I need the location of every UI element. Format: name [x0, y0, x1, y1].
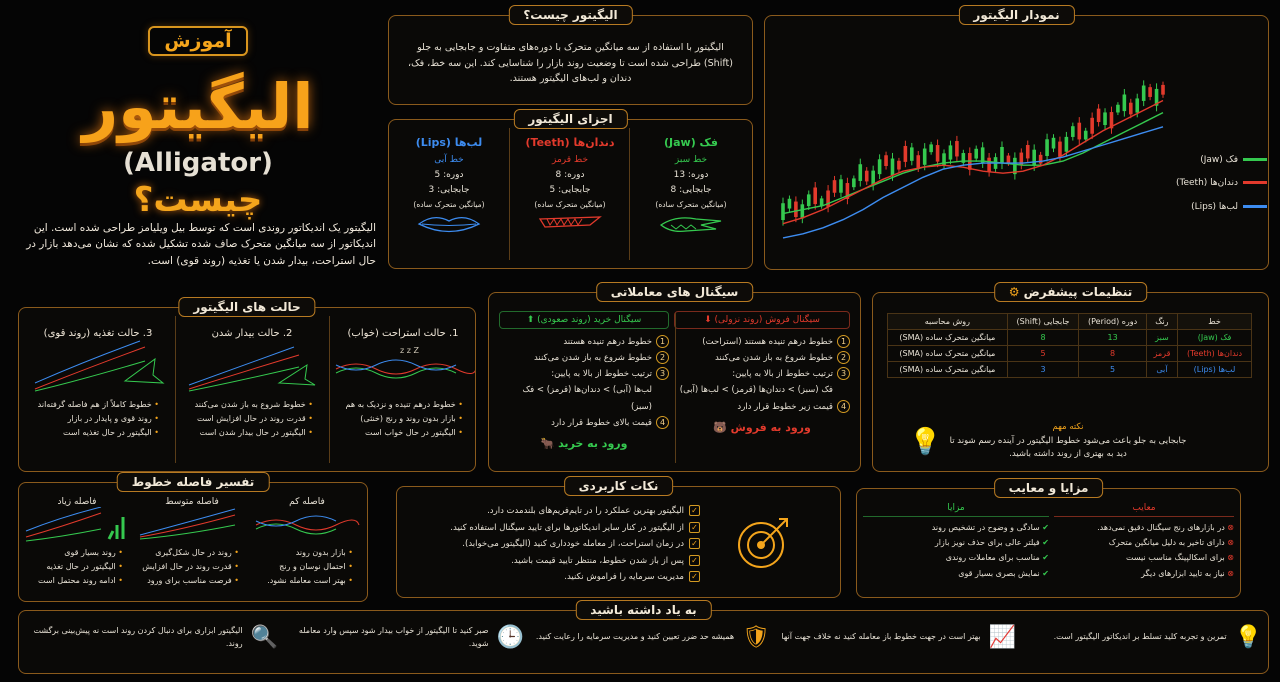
remember-text: الیگیتور ابزاری برای دنبال کردن روند است نه پیش‌بینی برگشت روند.	[33, 626, 243, 648]
buy-step-text: ترتیب خطوط از بالا به پایین:	[551, 369, 652, 380]
sell-action	[674, 421, 850, 434]
settings-row-teeth	[888, 346, 1252, 362]
con-item	[1054, 566, 1234, 581]
settings-cell: 5	[1079, 362, 1146, 378]
legend-teeth	[1157, 172, 1267, 195]
buy-step: 3ترتیب خطوط از بالا به پایین:	[499, 366, 669, 382]
buy-step-text: قیمت بالای خطوط قرار دارد	[551, 417, 652, 428]
distance-low	[251, 497, 363, 588]
part-teeth	[510, 120, 630, 268]
candle-body	[1071, 126, 1075, 137]
settings-cell: میانگین متحرک ساده (SMA)	[888, 346, 1008, 362]
candle-body	[1129, 103, 1133, 115]
candle-body	[1090, 118, 1094, 134]
candle-body	[852, 178, 856, 187]
con-text: برای اسکالپینگ مناسب نیست	[1126, 553, 1225, 563]
state-waking	[179, 328, 325, 440]
distance-low-bullet: • بازار بدون روند	[251, 546, 353, 560]
settings-header: رنگ	[1146, 314, 1177, 330]
candle-body	[1045, 139, 1049, 156]
bull-icon: 🐂	[540, 436, 555, 450]
candle-body	[788, 199, 792, 209]
settings-cell: سبز	[1146, 330, 1177, 346]
state-waking-bullet: • خطوط شروع به باز شدن می‌کنند	[179, 398, 313, 412]
settings-cell: 8	[1007, 330, 1079, 346]
close-icon: ⊗	[1227, 553, 1234, 563]
settings-cell: لب‌ها (Lips)	[1178, 362, 1252, 378]
distance-medium-graphic	[135, 507, 249, 543]
tips-panel	[396, 479, 841, 598]
legend-jaw	[1157, 149, 1267, 172]
buy-step-text: لب‌ها (آبی) > دندان‌ها (قرمز) > فک (سبز)	[522, 385, 652, 412]
chart-title: نمودار الیگیتور	[958, 5, 1074, 25]
state-feeding-bullet: • خطوط کاملاً از هم فاصله گرفته‌اند	[25, 398, 159, 412]
tips-title: نکات کاربردی	[564, 476, 674, 496]
settings-cell: 8	[1079, 346, 1146, 362]
tip-text: مدیریت سرمایه را فراموش نکنید.	[564, 572, 684, 583]
candle-body	[1039, 155, 1043, 164]
proscons-panel	[856, 481, 1241, 598]
settings-note	[943, 421, 1193, 462]
part-teeth-type: (میانگین متحرک ساده)	[534, 199, 606, 209]
sell-action-label: ورود به فروش	[730, 420, 811, 434]
con-item	[1054, 535, 1234, 550]
part-jaw-type: (میانگین متحرک ساده)	[655, 199, 727, 209]
buy-action-label: ورود به خرید	[558, 436, 628, 450]
settings-note-body: جابجایی به جلو باعث می‌شود خطوط الیگیتور در آینده رسم شوند تا دید به بهتری از روند داشته باشید.	[949, 435, 1187, 460]
tip-item: ✓الیگیتور بهترین عملکرد را در تایم‌فریم‌های بلندمدت دارد.	[450, 503, 700, 520]
legend-lips-label: لب‌ها (Lips)	[1191, 201, 1238, 212]
remember-text: همیشه حد ضرر تعیین کنید و مدیریت سرمایه را رعایت کنید.	[535, 632, 735, 642]
part-lips-color: خط آبی	[434, 154, 464, 165]
remember-text: بهتر است در جهت خطوط باز معامله کنید نه خلاف جهت آنها	[781, 632, 981, 642]
check-icon: ✔	[1042, 538, 1049, 548]
pro-item	[863, 535, 1049, 550]
sell-signal-title: سیگنال فروش (روند نزولی)	[714, 315, 820, 325]
tip-item: ✓در زمان استراحت، از معامله خودداری کنید (الیگیتور می‌خوابد).	[450, 536, 700, 553]
distance-title: تفسیر فاصله خطوط	[117, 472, 270, 492]
state-sleeping-title: 1. حالت استراحت (خواب)	[347, 328, 459, 339]
gear-icon: ⚙	[1008, 285, 1020, 299]
state-sleeping	[331, 328, 475, 440]
hero-question: چیست؟	[133, 180, 263, 220]
tip-text: الیگیتور بهترین عملکرد را در تایم‌فریم‌های بلندمدت دارد.	[487, 506, 684, 516]
candle-body	[929, 144, 933, 152]
part-jaw-name: فک (Jaw)	[663, 136, 719, 149]
pro-item	[863, 520, 1049, 535]
pros-title: مزایا	[863, 503, 1049, 517]
legend-lips	[1157, 196, 1267, 219]
sell-signal-header	[674, 311, 850, 329]
candle-body	[1026, 145, 1030, 158]
candle-body	[1123, 95, 1127, 112]
pro-item	[863, 550, 1049, 565]
settings-header-row	[888, 314, 1252, 330]
arrow-down-icon: ⬇	[704, 315, 712, 325]
part-teeth-shift: جابجایی: 5	[549, 185, 591, 196]
candle-body	[936, 145, 940, 162]
buy-action	[499, 437, 669, 450]
sell-step: 3ترتیب خطوط از بالا به پایین:	[674, 366, 850, 382]
remember-item	[530, 625, 770, 650]
state-feeding-title: 3. حالت تغذیه (روند قوی)	[43, 328, 153, 339]
settings-table	[887, 313, 1252, 378]
states-title: حالت های الیگیتور	[178, 297, 315, 317]
distance-medium-bullet: • روند در حال شکل‌گیری	[135, 546, 239, 560]
distance-medium-bullet: • قدرت روند در حال افزایش	[135, 560, 239, 574]
settings-header: روش محاسبه	[888, 314, 1008, 330]
distance-low-bullet: • بهتر است معامله نشود.	[251, 574, 353, 588]
candle-body	[949, 145, 953, 159]
part-lips	[388, 120, 510, 268]
lips-icon	[414, 211, 484, 237]
part-jaw	[630, 120, 752, 268]
svg-text:z z Z: z z Z	[400, 346, 419, 355]
settings-cell: 3	[1007, 362, 1079, 378]
legend-jaw-label: فک (Jaw)	[1200, 155, 1238, 165]
candle-body	[987, 158, 991, 172]
settings-note-title: نکته مهم	[1052, 422, 1084, 432]
candle-body	[813, 188, 817, 205]
sell-step-text: خطوط درهم تنیده هستند (استراحت)	[702, 337, 833, 347]
remember-text: تمرین و تجربه کلید تسلط بر اندیکاتور الیگیتور است.	[1053, 632, 1227, 642]
state-waking-graphic	[179, 339, 325, 395]
sell-signal	[674, 311, 850, 434]
close-icon: ⊗	[1227, 523, 1234, 532]
part-jaw-color: خط سبز	[674, 154, 708, 165]
distance-high-title: فاصله زیاد	[57, 497, 97, 507]
con-text: دارای تاخیر به دلیل میانگین متحرک	[1108, 538, 1225, 548]
settings-cell: میانگین متحرک ساده (SMA)	[888, 362, 1008, 378]
remember-item	[776, 625, 1016, 650]
proscons-title: مزایا و معایب	[994, 478, 1104, 498]
candle-body	[858, 164, 862, 181]
distance-high-bullet: • الیگیتور در حال تغذیه	[21, 560, 123, 574]
candle-body	[839, 179, 843, 192]
candle-body	[1097, 109, 1101, 122]
part-teeth-name: دندان‌ها (Teeth)	[525, 136, 615, 149]
remember-text: صبر کنید تا الیگیتور از خواب بیدار شود سپس وارد معامله شوید.	[298, 626, 489, 648]
hero-latin: (Alligator)	[123, 148, 273, 178]
settings-cell: آبی	[1146, 362, 1177, 378]
candle-body	[897, 161, 901, 170]
sell-step-text: ترتیب خطوط از بالا به پایین:	[732, 369, 833, 380]
settings-row-jaw	[888, 330, 1252, 346]
settings-cell: 5	[1007, 346, 1079, 362]
buy-step: 2خطوط شروع به باز شدن می‌کنند	[499, 350, 669, 366]
hero-description: الیگیتور یک اندیکاتور روندی است که توسط بیل ویلیامز طراحی شده است. این اندیکاتور از سه میانگین متحرک صاف شده تشکیل شده که نشان می‌دهد بازار در حال استراحت، بیدار شدن یا تغذیه (روند قوی) است.	[26, 222, 376, 267]
settings-cell: 13	[1079, 330, 1146, 346]
state-waking-title: 2. حالت بیدار شدن	[211, 328, 293, 339]
close-icon: ⊗	[1227, 538, 1234, 548]
candle-body	[1084, 131, 1088, 140]
parts-panel	[388, 112, 753, 269]
learn-badge	[148, 26, 248, 56]
candle-body	[878, 159, 882, 174]
learn-label: آموزش	[164, 30, 232, 52]
cons-column	[1054, 503, 1234, 581]
settings-cell: قرمز	[1146, 346, 1177, 362]
pro-text: نمایش بصری بسیار قوی	[958, 568, 1040, 578]
settings-row-lips	[888, 362, 1252, 378]
part-teeth-color: خط قرمز	[551, 154, 589, 165]
candle-body	[891, 159, 895, 176]
part-teeth-period: دوره: 8	[555, 169, 585, 180]
candle-body	[1000, 147, 1004, 164]
state-feeding-bullet: • روند قوی و پایدار در بازار	[25, 412, 159, 426]
candle-body	[1052, 138, 1056, 149]
con-text: در بازارهای رنج سیگنال دقیق نمی‌دهد.	[1097, 523, 1225, 532]
close-icon: ⊗	[1227, 568, 1234, 578]
distance-medium-bullet: • فرصت مناسب برای ورود	[135, 574, 239, 588]
candle-body	[1103, 112, 1107, 125]
con-text: نیاز به تایید ابزارهای دیگر	[1141, 568, 1225, 578]
remember-item	[28, 625, 278, 651]
candle-body	[1161, 85, 1165, 95]
pro-item	[863, 566, 1049, 581]
what-is-panel	[388, 8, 753, 105]
check-icon: ✔	[1042, 568, 1049, 578]
pro-text: فیلتر عالی برای حذف نویز بازار	[934, 538, 1040, 548]
tip-item: ✓پس از باز شدن خطوط، منتظر تایید قیمت باشید.	[450, 553, 700, 570]
candle-body	[1135, 98, 1139, 112]
pro-text: سادگی و وضوح در تشخیص روند	[931, 523, 1040, 532]
buy-signal-title: سیگنال خرید (روند صعودی)	[537, 315, 642, 325]
distance-medium	[135, 497, 249, 588]
distance-high-graphic	[21, 507, 133, 543]
candle-body	[1032, 150, 1036, 166]
con-item	[1054, 550, 1234, 565]
candle-body	[904, 146, 908, 162]
candle-body	[910, 147, 914, 160]
alligator-chart	[773, 38, 1173, 260]
chart-legend	[1157, 149, 1267, 219]
sell-step: 2خطوط شروع به باز شدن می‌کنند	[674, 350, 850, 366]
state-feeding-graphic	[25, 339, 171, 395]
buy-signal-header	[499, 311, 669, 329]
remember-panel	[18, 603, 1269, 674]
buy-step: 4قیمت بالای خطوط قرار دارد	[499, 415, 669, 431]
magnifier-icon: 🔍	[250, 625, 278, 651]
settings-cell: دندان‌ها (Teeth)	[1178, 346, 1252, 362]
buy-step-text: خطوط شروع به باز شدن می‌کنند	[533, 353, 652, 364]
signals-panel	[488, 285, 861, 472]
sell-step-text: فک (سبز) > دندان‌ها (قرمز) > لب‌ها (آبی)	[679, 385, 833, 396]
candle-body	[1077, 123, 1081, 140]
buy-step-text: خطوط درهم تنیده هستند	[563, 337, 652, 347]
candle-body	[1065, 137, 1069, 152]
hero-title: الیگیتور	[82, 70, 314, 143]
con-item	[1054, 520, 1234, 535]
candle-body	[1148, 87, 1152, 97]
state-sleeping-graphic	[331, 339, 475, 395]
cons-title: معایب	[1054, 503, 1234, 517]
state-sleeping-bullet: • بازار بدون روند و رنج (خنثی)	[331, 412, 463, 426]
state-waking-bullet: • الیگیتور در حال بیدار شدن است	[179, 426, 313, 440]
part-lips-period: دوره: 5	[434, 169, 464, 180]
distance-low-graphic	[251, 507, 363, 543]
clock-icon: 🕒	[496, 625, 524, 651]
lightbulb-icon: 💡	[1234, 625, 1262, 650]
part-lips-shift: جابجایی: 3	[428, 185, 470, 196]
part-lips-type: (میانگین متحرک ساده)	[413, 199, 485, 209]
tip-item: ✓مدیریت سرمایه را فراموش نکنید.	[450, 569, 700, 586]
settings-header: دوره (Period)	[1079, 314, 1146, 330]
buy-signal	[499, 311, 669, 450]
tips-list	[450, 503, 700, 586]
remember-title: به یاد داشته باشید	[575, 600, 711, 620]
chart-panel	[764, 8, 1269, 270]
settings-header: خط	[1178, 314, 1252, 330]
tip-item: ✓از الیگیتور در کنار سایر اندیکاتورها برای تایید سیگنال استفاده کنید.	[450, 520, 700, 537]
distance-low-bullet: • احتمال نوسان و رنج	[251, 560, 353, 574]
candle-body	[781, 203, 785, 220]
distance-panel	[18, 475, 368, 602]
remember-item	[284, 625, 524, 651]
candle-body	[801, 204, 805, 218]
candle-body	[923, 149, 927, 165]
lightbulb-icon: 💡	[909, 427, 942, 457]
settings-cell: فک (Jaw)	[1178, 330, 1252, 346]
candle-body	[1007, 156, 1011, 164]
settings-cell: میانگین متحرک ساده (SMA)	[888, 330, 1008, 346]
state-feeding-bullet: • الیگیتور در حال تغذیه است	[25, 426, 159, 440]
candle-body	[955, 141, 959, 156]
settings-title-label: تنظیمات پیشفرض	[1023, 285, 1133, 299]
settings-header: جابجایی (Shift)	[1007, 314, 1079, 330]
parts-title: اجزای الیگیتور	[513, 109, 627, 129]
states-panel	[18, 300, 476, 472]
part-jaw-period: دوره: 13	[673, 169, 709, 180]
candle-body	[884, 155, 888, 166]
shield-icon: 🛡	[742, 625, 770, 650]
buy-step: 1خطوط درهم تنیده هستند	[499, 334, 669, 350]
jaw-icon	[656, 211, 726, 237]
candle-body	[865, 171, 869, 182]
sell-step: 1خطوط درهم تنیده هستند (استراحت)	[674, 334, 850, 350]
pro-text: مناسب برای معاملات روندی	[945, 553, 1040, 563]
candle-body	[916, 155, 920, 168]
candle-body	[1116, 105, 1120, 113]
candle-body	[1142, 86, 1146, 101]
candle-body	[794, 202, 798, 217]
remember-item	[1022, 625, 1262, 650]
tip-text: پس از باز شدن خطوط، منتظر تایید قیمت باشید.	[511, 555, 684, 566]
hero	[18, 14, 378, 294]
sell-step-text: خطوط شروع به باز شدن می‌کنند	[714, 353, 833, 364]
teeth-icon	[535, 211, 605, 237]
signals-title: سیگنال های معاملاتی	[596, 282, 754, 302]
settings-panel	[872, 285, 1269, 472]
sell-step: 4قیمت زیر خطوط قرار دارد	[674, 399, 850, 415]
sell-step-text: قیمت زیر خطوط قرار دارد	[737, 401, 833, 412]
tip-text: در زمان استراحت، از معامله خودداری کنید (الیگیتور می‌خوابد).	[462, 539, 684, 550]
state-sleeping-bullet: • الیگیتور در حال خواب است	[331, 426, 463, 440]
legend-teeth-label: دندان‌ها (Teeth)	[1175, 178, 1238, 189]
pros-column	[863, 503, 1049, 581]
arrow-up-icon: ⬆	[526, 315, 535, 325]
tip-text: از الیگیتور در کنار سایر اندیکاتورها برای تایید سیگنال استفاده کنید.	[450, 522, 684, 533]
distance-high-bullet: • ادامه روند محتمل است	[21, 574, 123, 588]
candle-body	[833, 180, 837, 193]
candle-body	[1058, 142, 1062, 157]
bear-icon: 🐻	[713, 420, 727, 434]
distance-low-title: فاصله کم	[289, 497, 325, 507]
growth-chart-icon: 📈	[988, 625, 1016, 650]
state-feeding	[25, 328, 171, 440]
target-icon	[733, 513, 793, 573]
check-icon: ✔	[1042, 553, 1049, 563]
distance-high-bullet: • روند بسیار قوی	[21, 546, 123, 560]
what-is-body: الیگیتور با استفاده از سه میانگین متحرک با دوره‌های متفاوت و جابجایی به جلو (Shift) طراحی شده است تا وضعیت روند بازار را شناسایی کند. این سه خط، فک، دندان و لب‌های الیگیتور هستند.	[408, 42, 733, 85]
series-line-jaw	[783, 113, 1163, 214]
what-is-title: الیگیتور چیست؟	[508, 5, 632, 25]
distance-medium-title: فاصله متوسط	[165, 497, 219, 507]
candle-body	[807, 194, 811, 206]
distance-high	[21, 497, 133, 588]
candle-body	[974, 149, 978, 159]
check-icon: ✔	[1042, 523, 1049, 532]
settings-title	[994, 282, 1148, 302]
state-waking-bullet: • قدرت روند در حال افزایش است	[179, 412, 313, 426]
part-lips-name: لب‌ها (Lips)	[415, 136, 483, 149]
state-sleeping-bullet: • خطوط درهم تنیده و نزدیک به هم	[331, 398, 463, 412]
part-jaw-shift: جابجایی: 8	[670, 185, 712, 196]
